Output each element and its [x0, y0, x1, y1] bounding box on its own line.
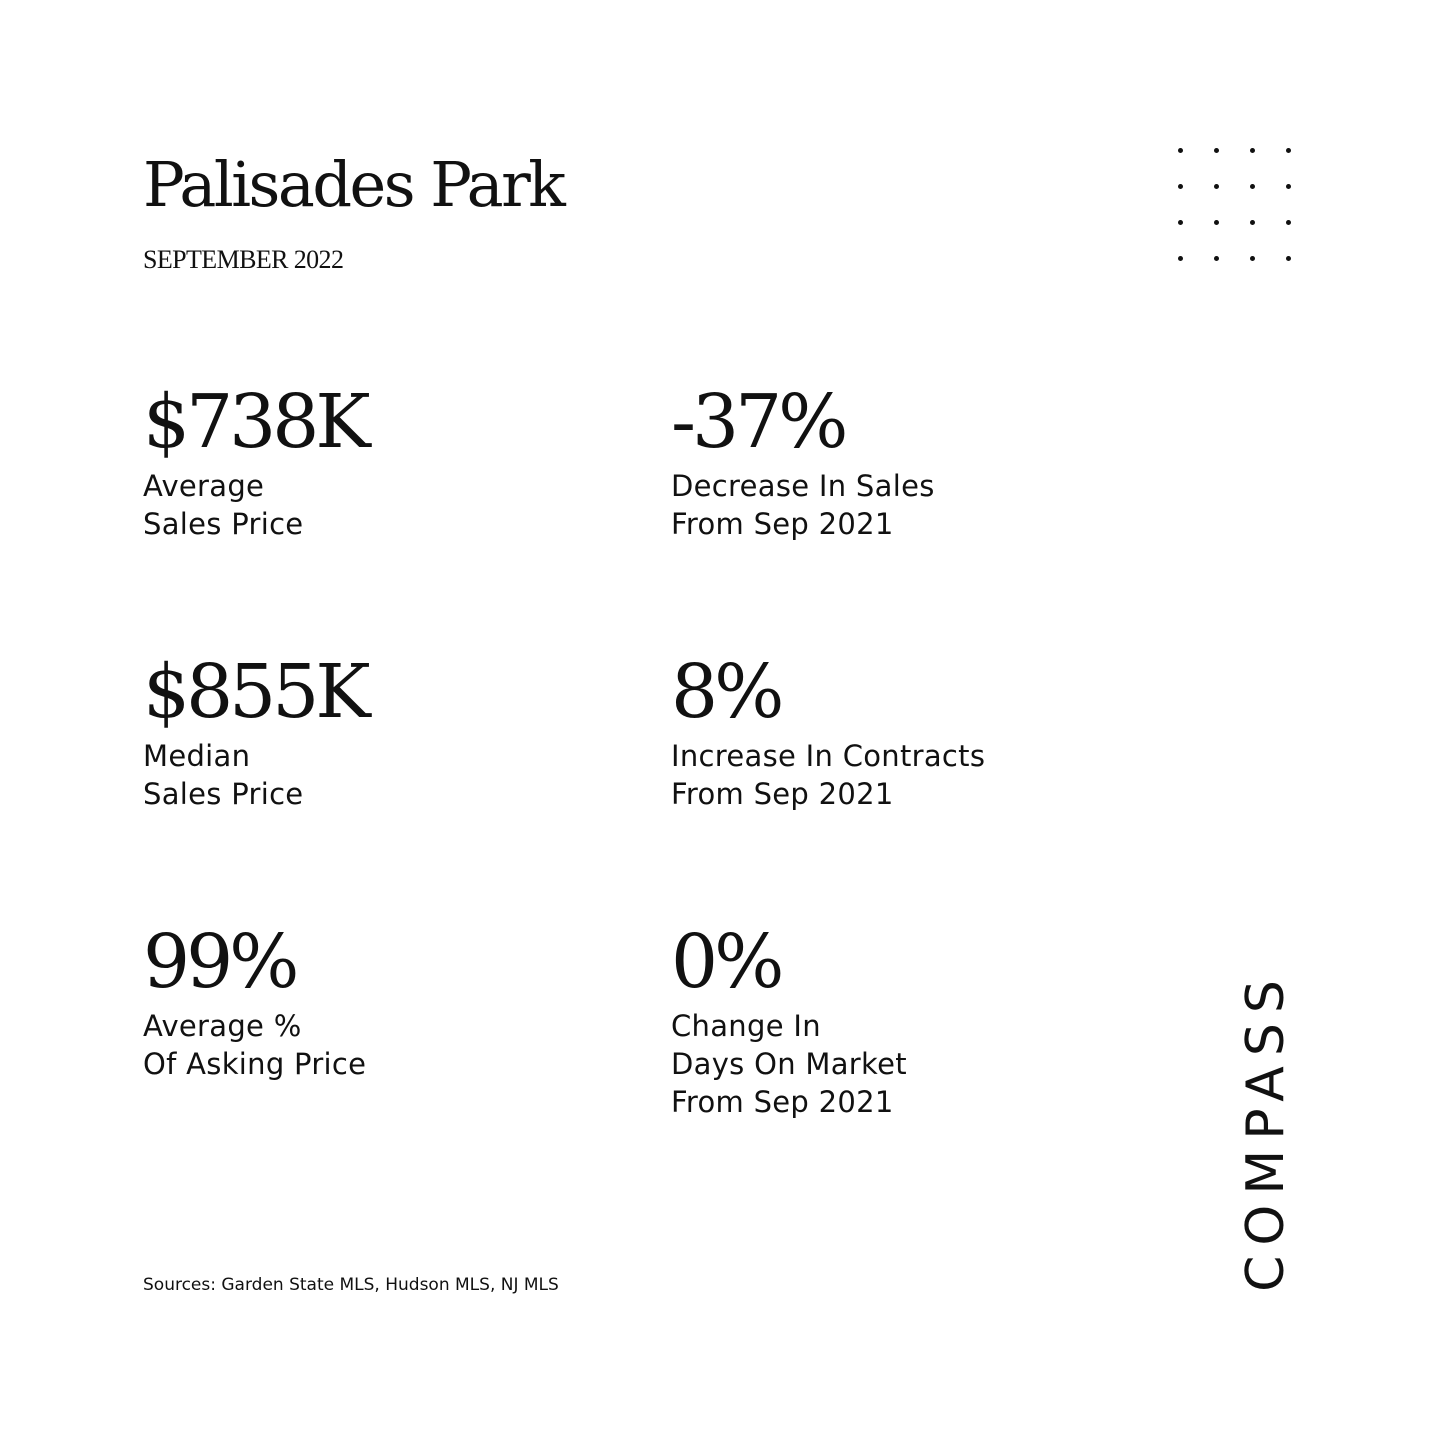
dot: [1178, 220, 1183, 225]
dot: [1178, 148, 1183, 153]
dot: [1214, 256, 1219, 261]
stat-sales-change: [671, 377, 1151, 543]
stat-label: Change In Days On Market From Sep 2021: [671, 1009, 907, 1119]
dot: [1250, 220, 1255, 225]
stat-label: Average Sales Price: [143, 469, 304, 541]
stat-percent-of-asking: [143, 917, 623, 1083]
report-date: SEPTEMBER 2022: [143, 245, 344, 274]
stat-label: Increase In Contracts From Sep 2021: [671, 739, 986, 811]
dot: [1214, 148, 1219, 153]
stat-value: -37%: [671, 379, 845, 465]
dot: [1250, 148, 1255, 153]
stat-days-on-market-change: [671, 917, 1151, 1121]
dot: [1250, 184, 1255, 189]
dot: [1286, 184, 1291, 189]
stat-label: Decrease In Sales From Sep 2021: [671, 469, 935, 541]
dot: [1250, 256, 1255, 261]
stat-value: 99%: [143, 919, 296, 1005]
sources-note: Sources: Garden State MLS, Hudson MLS, NJ MLS: [143, 1275, 559, 1295]
dot: [1286, 148, 1291, 153]
stat-value: $738K: [143, 379, 367, 465]
page-title: Palisades Park: [143, 148, 564, 221]
dot: [1286, 256, 1291, 261]
stat-value: 8%: [671, 649, 781, 735]
stat-median-sales-price: [143, 647, 623, 813]
dot: [1214, 220, 1219, 225]
dot: [1178, 184, 1183, 189]
stat-label: Median Sales Price: [143, 739, 304, 811]
stat-average-sales-price: [143, 377, 623, 543]
stat-label: Average % Of Asking Price: [143, 1009, 367, 1081]
dot: [1286, 220, 1291, 225]
dot: [1214, 184, 1219, 189]
compass-logo: COMPASS: [1236, 970, 1296, 1292]
dot-grid-icon: [1175, 145, 1301, 271]
dot: [1178, 256, 1183, 261]
stat-contracts-change: [671, 647, 1151, 813]
stat-value: $855K: [143, 649, 367, 735]
stat-value: 0%: [671, 919, 781, 1005]
